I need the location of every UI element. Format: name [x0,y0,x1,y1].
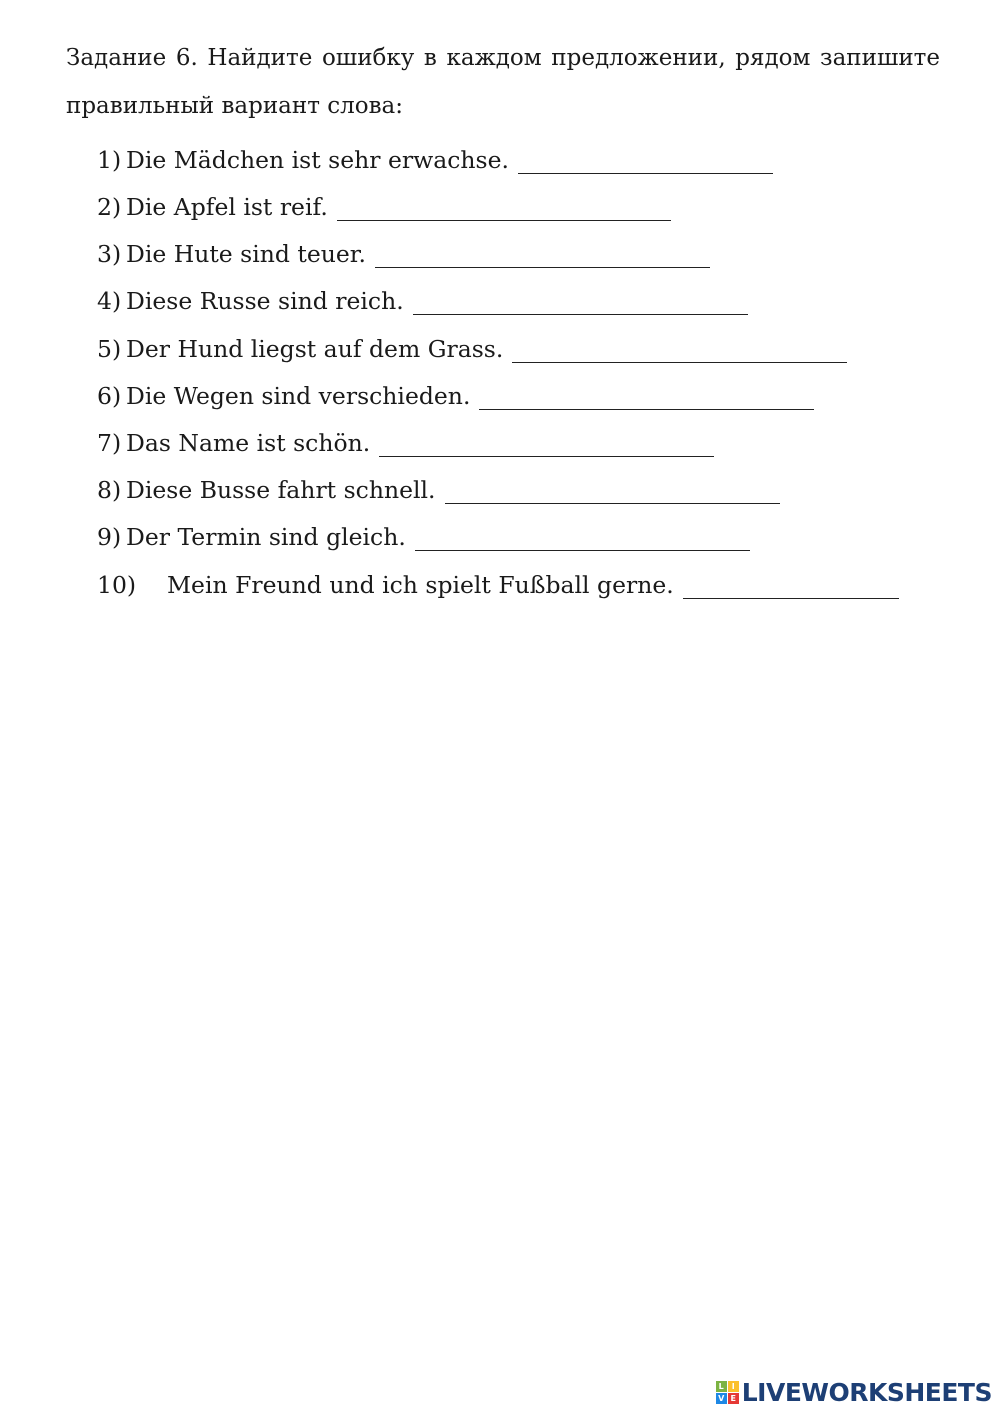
task-instruction: Задание 6. Найдите ошибку в каждом предложении, рядом запишите правильный вариант слова: [66,45,940,119]
answer-input[interactable] [415,524,750,551]
exercise-item [97,187,671,227]
answer-input[interactable] [518,147,773,174]
item-number: 9) [97,523,122,551]
answer-input[interactable] [512,336,847,363]
answer-input[interactable] [379,430,714,457]
logo-tile: I [728,1381,739,1392]
answer-input[interactable] [445,477,780,504]
item-number: 6) [97,382,122,410]
item-sentence: Die Hute sind teuer. [126,240,366,268]
item-sentence: Die Wegen sind verschieden. [126,382,471,410]
item-number: 4) [97,287,122,315]
answer-input[interactable] [413,288,748,315]
logo-tile: E [728,1393,739,1404]
item-number: 5) [97,335,122,363]
item-sentence: Mein Freund und ich spielt Fußball gerne. [167,571,674,599]
exercise-item [97,140,773,180]
item-sentence: Die Mädchen ist sehr erwachse. [126,146,509,174]
exercise-item [97,234,710,274]
exercise-item [97,517,750,557]
answer-input[interactable] [337,194,671,221]
exercise-item [97,470,780,510]
logo-tiles-icon [716,1381,739,1404]
item-sentence: Der Hund liegst auf dem Grass. [126,335,504,363]
item-sentence: Die Apfel ist reif. [126,193,328,221]
logo-tile: V [716,1393,727,1404]
item-sentence: Das Name ist schön. [126,429,371,457]
exercise-item [97,423,714,463]
exercise-item [97,329,847,369]
item-number: 8) [97,476,122,504]
item-number: 7) [97,429,122,457]
item-sentence: Diese Busse fahrt schnell. [126,476,436,504]
exercise-item [97,565,899,605]
item-sentence: Der Termin sind gleich. [126,523,406,551]
answer-input[interactable] [375,241,710,268]
answer-input[interactable] [683,572,899,599]
item-number: 10) [97,571,137,599]
exercise-item [97,281,748,321]
logo-text: LIVEWORKSHEETS [741,1378,992,1407]
item-number: 2) [97,193,122,221]
answer-input[interactable] [479,383,814,410]
item-number: 1) [97,146,122,174]
liveworksheets-logo [716,1378,992,1407]
item-sentence: Diese Russe sind reich. [126,287,404,315]
logo-tile: L [716,1381,727,1392]
item-number: 3) [97,240,122,268]
exercise-item [97,376,814,416]
